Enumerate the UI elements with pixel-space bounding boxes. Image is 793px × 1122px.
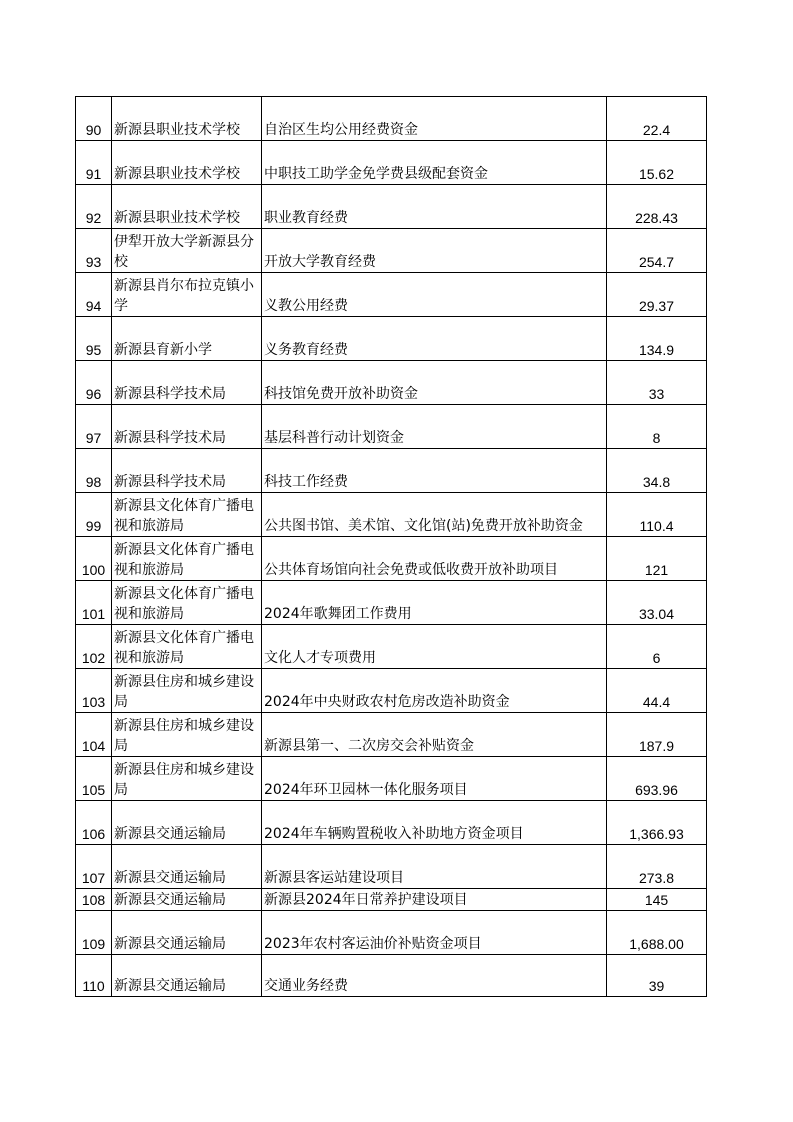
amount: 33.04: [607, 581, 707, 625]
row-number: 110: [76, 955, 112, 997]
unit-name: 新源县育新小学: [112, 317, 262, 361]
amount: 39: [607, 955, 707, 997]
unit-name: 新源县交通运输局: [112, 889, 262, 911]
row-number: 100: [76, 537, 112, 581]
table-row: [76, 361, 707, 405]
unit-name: 新源县交通运输局: [112, 911, 262, 955]
project-name: 公共体育场馆向社会免费或低收费开放补助项目: [262, 537, 607, 581]
amount: 1,366.93: [607, 801, 707, 845]
table-row: [76, 273, 707, 317]
unit-name: 新源县职业技术学校: [112, 185, 262, 229]
row-number: 90: [76, 97, 112, 141]
unit-name: 新源县文化体育广播电视和旅游局: [112, 493, 262, 537]
table-row: [76, 625, 707, 669]
amount: 15.62: [607, 141, 707, 185]
project-name: 中职技工助学金免学费县级配套资金: [262, 141, 607, 185]
table-row: [76, 493, 707, 537]
row-number: 92: [76, 185, 112, 229]
amount: 145: [607, 889, 707, 911]
project-name: 科技馆免费开放补助资金: [262, 361, 607, 405]
amount: 44.4: [607, 669, 707, 713]
unit-name: 新源县交通运输局: [112, 801, 262, 845]
unit-name: 新源县科学技术局: [112, 405, 262, 449]
unit-name: 新源县科学技术局: [112, 449, 262, 493]
row-number: 99: [76, 493, 112, 537]
table-body: [76, 97, 707, 997]
project-name: 开放大学教育经费: [262, 229, 607, 273]
table-row: [76, 581, 707, 625]
row-number: 107: [76, 845, 112, 889]
row-number: 109: [76, 911, 112, 955]
table-row: [76, 141, 707, 185]
table-row: [76, 449, 707, 493]
project-name: 2024年中央财政农村危房改造补助资金: [262, 669, 607, 713]
project-name: 自治区生均公用经费资金: [262, 97, 607, 141]
project-name: 义务教育经费: [262, 317, 607, 361]
unit-name: 新源县职业技术学校: [112, 97, 262, 141]
unit-name: 新源县住房和城乡建设局: [112, 713, 262, 757]
project-name: 新源县第一、二次房交会补贴资金: [262, 713, 607, 757]
table-row: [76, 537, 707, 581]
unit-name: 新源县住房和城乡建设局: [112, 757, 262, 801]
amount: 6: [607, 625, 707, 669]
row-number: 104: [76, 713, 112, 757]
unit-name: 新源县肖尔布拉克镇小学: [112, 273, 262, 317]
amount: 254.7: [607, 229, 707, 273]
row-number: 94: [76, 273, 112, 317]
table-row: [76, 317, 707, 361]
project-name: 基层科普行动计划资金: [262, 405, 607, 449]
project-name: 2024年环卫园林一体化服务项目: [262, 757, 607, 801]
amount: 22.4: [607, 97, 707, 141]
project-name: 2023年农村客运油价补贴资金项目: [262, 911, 607, 955]
table-row: [76, 911, 707, 955]
amount: 8: [607, 405, 707, 449]
amount: 29.37: [607, 273, 707, 317]
amount: 228.43: [607, 185, 707, 229]
row-number: 105: [76, 757, 112, 801]
unit-name: 伊犁开放大学新源县分校: [112, 229, 262, 273]
unit-name: 新源县职业技术学校: [112, 141, 262, 185]
row-number: 108: [76, 889, 112, 911]
project-name: 2024年车辆购置税收入补助地方资金项目: [262, 801, 607, 845]
table-row: [76, 955, 707, 997]
amount: 33: [607, 361, 707, 405]
row-number: 98: [76, 449, 112, 493]
row-number: 103: [76, 669, 112, 713]
table-row: [76, 713, 707, 757]
row-number: 95: [76, 317, 112, 361]
unit-name: 新源县交通运输局: [112, 955, 262, 997]
table-row: [76, 97, 707, 141]
table-row: [76, 757, 707, 801]
row-number: 102: [76, 625, 112, 669]
unit-name: 新源县科学技术局: [112, 361, 262, 405]
amount: 134.9: [607, 317, 707, 361]
table-row: [76, 845, 707, 889]
table-row: [76, 405, 707, 449]
project-name: 职业教育经费: [262, 185, 607, 229]
table-row: [76, 185, 707, 229]
unit-name: 新源县文化体育广播电视和旅游局: [112, 537, 262, 581]
amount: 187.9: [607, 713, 707, 757]
unit-name: 新源县文化体育广播电视和旅游局: [112, 581, 262, 625]
table-row: [76, 889, 707, 911]
project-name: 新源县2024年日常养护建设项目: [262, 889, 607, 911]
amount: 693.96: [607, 757, 707, 801]
amount: 1,688.00: [607, 911, 707, 955]
row-number: 101: [76, 581, 112, 625]
project-name: 义教公用经费: [262, 273, 607, 317]
amount: 34.8: [607, 449, 707, 493]
table-row: [76, 229, 707, 273]
row-number: 93: [76, 229, 112, 273]
unit-name: 新源县住房和城乡建设局: [112, 669, 262, 713]
row-number: 91: [76, 141, 112, 185]
row-number: 97: [76, 405, 112, 449]
row-number: 106: [76, 801, 112, 845]
row-number: 96: [76, 361, 112, 405]
unit-name: 新源县文化体育广播电视和旅游局: [112, 625, 262, 669]
unit-name: 新源县交通运输局: [112, 845, 262, 889]
project-name: 交通业务经费: [262, 955, 607, 997]
amount: 273.8: [607, 845, 707, 889]
amount: 110.4: [607, 493, 707, 537]
budget-table: [75, 96, 707, 997]
project-name: 公共图书馆、美术馆、文化馆(站)免费开放补助资金: [262, 493, 607, 537]
table-row: [76, 669, 707, 713]
project-name: 2024年歌舞团工作费用: [262, 581, 607, 625]
project-name: 文化人才专项费用: [262, 625, 607, 669]
project-name: 新源县客运站建设项目: [262, 845, 607, 889]
amount: 121: [607, 537, 707, 581]
project-name: 科技工作经费: [262, 449, 607, 493]
table-row: [76, 801, 707, 845]
